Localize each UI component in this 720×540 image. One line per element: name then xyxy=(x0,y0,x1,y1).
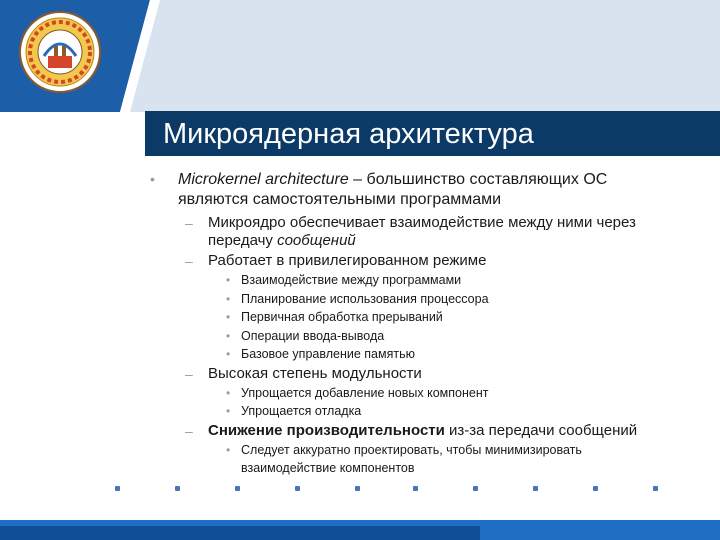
separator-dot xyxy=(295,486,300,491)
text-run: – большинство составляющих ОС xyxy=(348,171,608,188)
bullet-line-level-3 xyxy=(241,309,443,325)
bullet-marker: • xyxy=(226,385,231,400)
bullet-marker: – xyxy=(185,253,193,269)
separator-dot xyxy=(175,486,180,491)
text-run: Снижение производительности xyxy=(208,421,445,439)
bullet-marker: • xyxy=(226,291,231,306)
bullet-marker: • xyxy=(226,347,231,361)
text-run: взаимодействие компонентов xyxy=(241,461,415,475)
bullet-line-level-3 xyxy=(241,403,361,419)
text-run: сообщений xyxy=(277,232,356,249)
separator-dot xyxy=(355,486,360,491)
bullet-marker: • xyxy=(226,310,231,324)
bullet-marker: – xyxy=(185,422,193,439)
text-run: Упрощается отладка xyxy=(241,404,362,418)
bullet-line-level-3 xyxy=(241,460,415,476)
separator-dot xyxy=(115,486,120,491)
bullet-line-level-1 xyxy=(178,190,501,210)
text-run: Высокая степень модульности xyxy=(208,364,422,382)
bullet-marker: • xyxy=(226,442,231,457)
slide-title: Микроядерная архитектура xyxy=(163,118,534,150)
bullet-line-level-2 xyxy=(208,214,636,232)
text-run: Планирование использования процессора xyxy=(241,291,489,306)
separator-dot xyxy=(235,486,240,491)
bullet-line-level-2 xyxy=(208,422,637,440)
bullet-line-level-3 xyxy=(241,328,384,344)
text-run: Microkernel architecture xyxy=(178,171,349,188)
text-run: Работает в привилегированном режиме xyxy=(208,252,487,269)
bullet-marker: – xyxy=(185,365,193,382)
bullet-line-level-2 xyxy=(208,252,486,270)
bottom-band-dark xyxy=(0,526,480,540)
bullet-line-level-1 xyxy=(178,170,607,190)
text-run: Первичная обработка прерываний xyxy=(241,310,443,324)
bullet-line-level-2 xyxy=(208,365,422,383)
text-run: передачу xyxy=(208,232,278,249)
bullet-marker: • xyxy=(226,404,231,418)
text-run: Микроядро обеспечивает взаимодействие между ними через xyxy=(208,214,636,231)
dot-separator xyxy=(0,481,720,495)
separator-dot xyxy=(413,486,418,491)
separator-dot xyxy=(653,486,658,491)
bullet-line-level-3 xyxy=(241,442,582,458)
bullet-line-level-3 xyxy=(241,385,488,401)
text-run: являются самостоятельными программами xyxy=(178,191,502,208)
bullet-line-level-2 xyxy=(208,232,356,250)
bullet-line-level-3 xyxy=(241,291,489,307)
bullet-marker: – xyxy=(185,215,193,231)
text-run: Базовое управление памятью xyxy=(241,347,415,361)
bullet-marker: • xyxy=(226,328,231,343)
bullet-line-level-3 xyxy=(241,346,415,362)
separator-dot xyxy=(593,486,598,491)
separator-dot xyxy=(473,486,478,491)
text-run: Следует аккуратно проектировать, чтобы минимизировать xyxy=(241,442,582,457)
text-run: Операции ввода-вывода xyxy=(241,328,385,343)
separator-dot xyxy=(533,486,538,491)
bullet-line-level-3 xyxy=(241,272,461,288)
text-run: Взаимодействие между программами xyxy=(241,273,462,287)
text-run: из-за передачи сообщений xyxy=(444,421,638,439)
bullet-marker: • xyxy=(150,171,155,187)
bullet-marker: • xyxy=(226,273,231,287)
text-run: Упрощается добавление новых компонент xyxy=(241,385,489,400)
